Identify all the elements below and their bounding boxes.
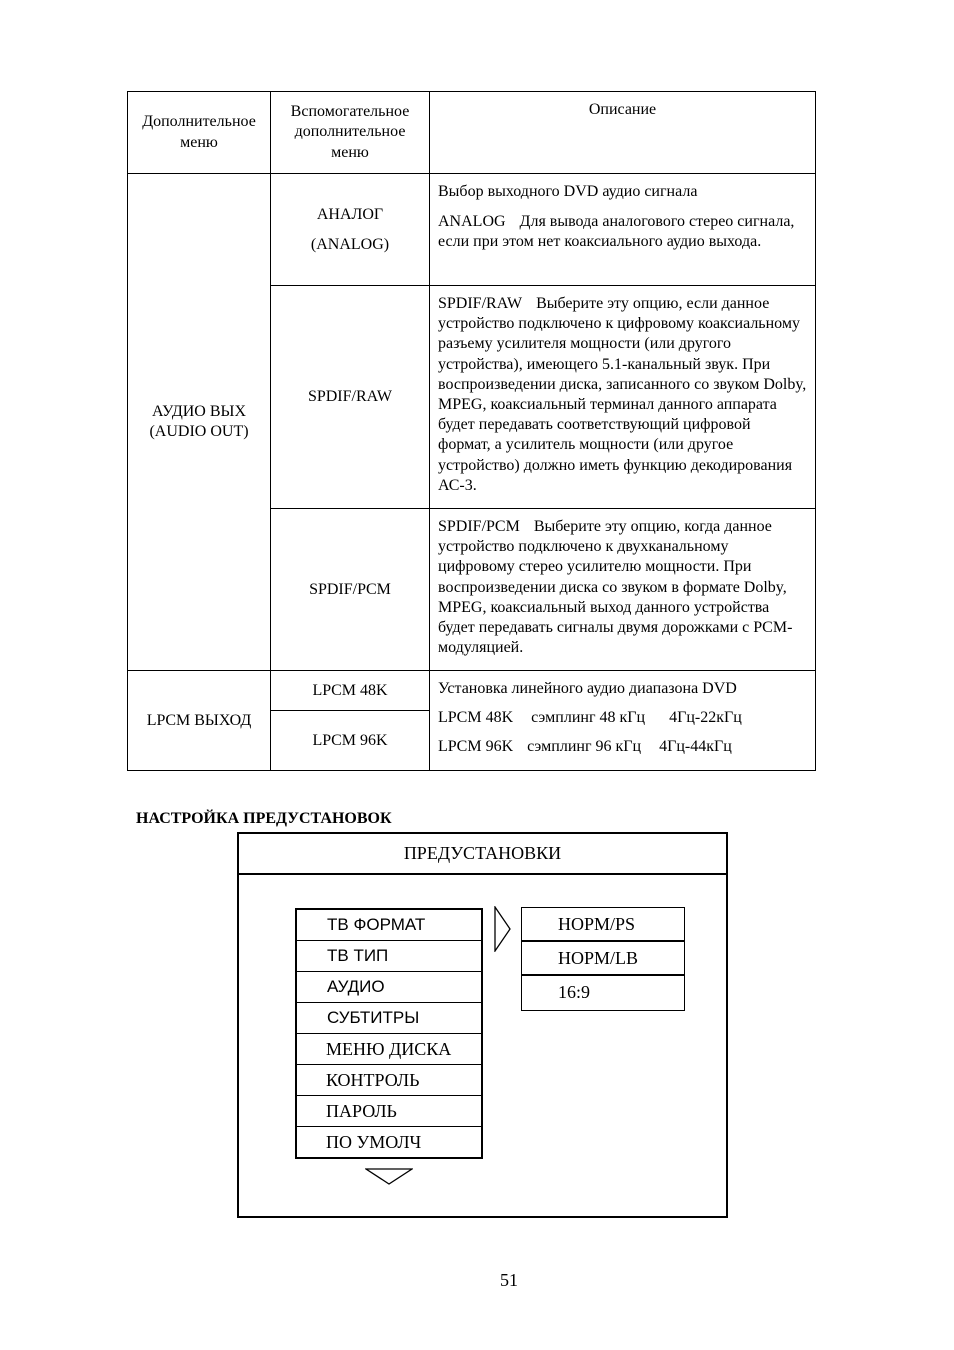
header-submenu: Дополнительное меню bbox=[128, 92, 271, 174]
analog-intro: Выбор выходного DVD аудио сигнала bbox=[438, 183, 698, 200]
lpcm-out-cell: LPCM ВЫХОД bbox=[128, 671, 271, 771]
preset-menu-diagram bbox=[237, 832, 728, 1218]
triangle-right-icon bbox=[494, 906, 512, 952]
spdif-pcm-description: SPDIF/PCM Выберите эту опцию, когда данное устройство подключено к двухканальному цифровому стерео усилителю мощности. При воспроизведении диска со звуком в формате Dolby, MPEG, коаксиальный выход данного устройства будет передавать сигналы двумя дорожками с PCM-модуляцией. bbox=[430, 509, 816, 671]
option-norm-ps[interactable]: НОРМ/PS bbox=[522, 908, 684, 942]
audio-out-cell: АУДИО ВЫХ (AUDIO OUT) bbox=[128, 174, 271, 671]
analog-text: ANALOG Для вывода аналогового стерео сигнала, если при этом нет коаксиального аудио выхода. bbox=[438, 213, 795, 251]
menu-item-parental-control[interactable]: КОНТРОЛЬ bbox=[297, 1065, 481, 1096]
triangle-down-icon bbox=[365, 1168, 413, 1186]
analog-label-en: (ANALOG) bbox=[310, 235, 390, 253]
tv-format-options bbox=[521, 907, 685, 1011]
lpcm-row-48k: LPCM 48K сэмплинг 48 кГц 4Гц-22кГц bbox=[438, 709, 742, 727]
analog-description bbox=[430, 174, 816, 286]
spdif-raw-cell: SPDIF/RAW bbox=[271, 286, 430, 509]
menu-item-audio[interactable]: АУДИО bbox=[297, 972, 481, 1003]
lpcm-48k-cell: LPCM 48K bbox=[271, 671, 430, 711]
analog-label-ru: АНАЛОГ bbox=[316, 205, 384, 223]
menu-item-tv-format[interactable]: ТВ ФОРМАТ bbox=[297, 910, 481, 941]
section-title: НАСТРОЙКА ПРЕДУСТАНОВОК bbox=[136, 810, 392, 827]
header-description: Описание bbox=[430, 92, 816, 174]
lpcm-description bbox=[430, 671, 816, 771]
audio-settings-table bbox=[127, 91, 816, 771]
menu-item-disc-menu[interactable]: МЕНЮ ДИСКА bbox=[297, 1034, 481, 1065]
option-norm-lb[interactable]: НОРМ/LB bbox=[522, 942, 684, 976]
menu-item-default[interactable]: ПО УМОЛЧ bbox=[326, 1132, 422, 1152]
lpcm-intro: Установка линейного аудио диапазона DVD bbox=[438, 680, 737, 697]
settings-menu-list bbox=[295, 908, 483, 1159]
spdif-pcm-cell: SPDIF/PCM bbox=[271, 509, 430, 671]
lpcm-96k-cell: LPCM 96K bbox=[271, 711, 430, 771]
menu-item-tv-type[interactable]: ТВ ТИП bbox=[297, 941, 481, 972]
spdif-raw-description: SPDIF/RAW Выберите эту опцию, если данное устройство подключено к цифровому коаксиальному разъему усилителя мощности (или другого устройства), имеющего 5.1-канальный звук. При воспроизведении диска, записанного со звуком Dolby, MPEG, коаксиальный терминал данного аппарата будет передавать соответствующий цифровой формат, а усилитель мощности (или другое устройство) должно иметь функцию декодирования АС-3. bbox=[430, 286, 816, 509]
page-number: 51 bbox=[500, 1270, 518, 1290]
menu-item-subtitles[interactable]: СУБТИТРЫ bbox=[297, 1003, 481, 1034]
lpcm-row-96k: LPCM 96K сэмплинг 96 кГц 4Гц-44кГц bbox=[438, 738, 732, 756]
menu-title: ПРЕДУСТАНОВКИ bbox=[239, 834, 726, 875]
menu-item-password[interactable]: ПАРОЛЬ bbox=[297, 1096, 481, 1127]
option-16-9[interactable]: 16:9 bbox=[558, 982, 591, 1002]
analog-cell bbox=[271, 174, 430, 286]
header-sub-submenu: Вспомогательное дополнительное меню bbox=[271, 92, 430, 174]
